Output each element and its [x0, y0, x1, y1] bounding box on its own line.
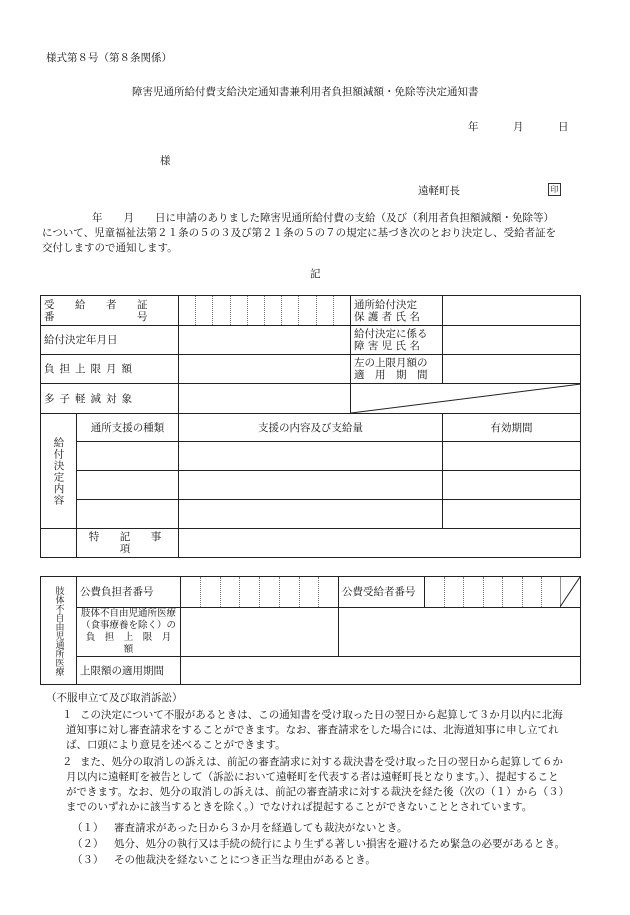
- period-cell[interactable]: [443, 471, 581, 500]
- medical-table: [40, 576, 581, 685]
- diagonal-void-cell: [351, 384, 581, 414]
- appeal-p2-line1: また、処分の取消しの訴えは、前記の審査請求に対する裁決書を受け取った日の翌日から起算して６か: [80, 756, 563, 768]
- child-name-field[interactable]: [443, 326, 581, 355]
- appeal-heading: （不服申立て及び取消訴訟）: [46, 692, 183, 704]
- intro-line-3: 交付しますので通知します。: [42, 242, 178, 254]
- medical-limit-label: 肢体不自由児通所医療 （食事療養を除く）の 負 担 上 限 月 額: [77, 608, 181, 657]
- decision-date-label: 給付決定年月日: [41, 326, 179, 355]
- col-header-type: 通所支援の種類: [77, 414, 179, 442]
- period-cell[interactable]: [443, 500, 581, 529]
- appeal-sub1-number: （１）: [72, 822, 104, 834]
- seal-icon: 印: [548, 183, 561, 196]
- guardian-name-label: 通所給付決定 保 護 者 氏 名: [351, 296, 443, 326]
- date-month-label: 月: [513, 121, 524, 133]
- guardian-name-field[interactable]: [443, 296, 581, 326]
- diagonal-line: [351, 384, 581, 413]
- appeal-sub2: 処分、処分の執行又は手続の続行により生ずる著しい損害を避けるため緊急の必要があるとき。: [114, 838, 566, 850]
- type-cell[interactable]: [77, 471, 179, 500]
- recipient-number-field-2[interactable]: [425, 577, 581, 608]
- decision-date-field[interactable]: [179, 326, 351, 355]
- appeal-p2-line3: ができます。なお、処分の取消しの訴えは、前記の審査請求に対する裁決を経た後（次の（１）から（３）: [66, 786, 570, 798]
- col-header-content: 支援の内容及び支給量: [179, 414, 443, 442]
- intro-line-2: について、児童福祉法第２１条の５の３及び第２１条の５の７の規定に基づき次のとおり決定し、受給者証を: [42, 227, 557, 239]
- remarks-field[interactable]: [179, 529, 581, 558]
- intro-line-1: 年 月 日に申請のありました障害児通所給付費の支給（及び（利用者負担額減額・免除等）: [92, 212, 554, 224]
- addressee-suffix: 様: [160, 155, 171, 167]
- type-cell[interactable]: [77, 500, 179, 529]
- appeal-p2-line2: 月以内に遠軽町を被告として（訴訟において遠軽町を代表する者は遠軽町長となります。）、提起すること: [66, 771, 559, 783]
- appeal-sub3-number: （３）: [72, 854, 104, 866]
- limit-period-field-2[interactable]: [181, 657, 581, 685]
- content-cell[interactable]: [179, 442, 443, 471]
- multi-child-label: 多子軽減対象: [41, 384, 179, 414]
- limit-period-field[interactable]: [443, 355, 581, 384]
- date-year-label: 年: [468, 121, 479, 133]
- appeal-sub2-number: （２）: [72, 838, 104, 850]
- limit-monthly-field[interactable]: [179, 355, 351, 384]
- appeal-p1-line2: 道知事に対し審査請求をすることができます。なお、審査請求をした場合には、北海道知事に申し立てれ: [66, 724, 559, 736]
- child-name-label: 給付決定に係る 障 害 児 氏 名: [351, 326, 443, 355]
- appeal-p1-line1: この決定について不服があるときは、この通知書を受け取った日の翌日から起算して３か月以内に北海: [80, 709, 563, 721]
- appeal-p2-number: ２: [62, 756, 73, 768]
- period-cell[interactable]: [443, 442, 581, 471]
- appeal-sub1: 審査請求があった日から３か月を経過しても裁決がないとき。: [114, 822, 408, 834]
- recipient-number-field[interactable]: [179, 296, 351, 326]
- decision-content-side: 給付決定内容: [41, 414, 77, 529]
- form-number: 様式第８号（第８条関係）: [46, 52, 172, 64]
- medical-limit-field[interactable]: [181, 608, 339, 657]
- ki-label: 記: [310, 268, 321, 280]
- recipient-number-label: 受 給 者 証 番 号: [41, 296, 179, 326]
- limit-period-label: 左の上限月額の 適 用 期 間: [351, 355, 443, 384]
- diagonal-line: [560, 577, 580, 607]
- decision-table: [40, 295, 581, 558]
- type-cell[interactable]: [77, 442, 179, 471]
- multi-child-field[interactable]: [179, 384, 351, 414]
- appeal-p1-line3: ば、口頭により意見を述べることができます。: [66, 739, 286, 751]
- seal-mark: [548, 183, 561, 196]
- remarks-label: 特 記 事 項: [77, 529, 179, 558]
- appeal-sub3: その他裁決を経ないことにつき正当な理由があるとき。: [114, 854, 376, 866]
- appeal-p2-line4: までのいずれかに該当するときを除く。）でなければ提起することができないこととされています。: [66, 801, 533, 813]
- appeal-p1-number: １: [62, 709, 73, 721]
- payer-number-field[interactable]: [181, 577, 339, 608]
- medical-limit-blank: [339, 608, 581, 657]
- recipient-number-label-2: 公費受給者番号: [339, 577, 425, 608]
- document-title: 障害児通所給付費支給決定通知書兼利用者負担額減額・免除等決定通知書: [132, 86, 479, 98]
- payer-number-label: 公費負担者番号: [77, 577, 181, 608]
- limit-period-label-2: 上限額の適用期間: [77, 657, 181, 685]
- col-header-period: 有効期間: [443, 414, 581, 442]
- issuer-name: 遠軽町長: [418, 185, 460, 197]
- limit-monthly-label: 負担上限月額: [41, 355, 179, 384]
- content-cell[interactable]: [179, 471, 443, 500]
- medical-side-label: 肢体不自由児通所医療: [41, 577, 77, 685]
- date-day-label: 日: [558, 121, 569, 133]
- content-cell[interactable]: [179, 500, 443, 529]
